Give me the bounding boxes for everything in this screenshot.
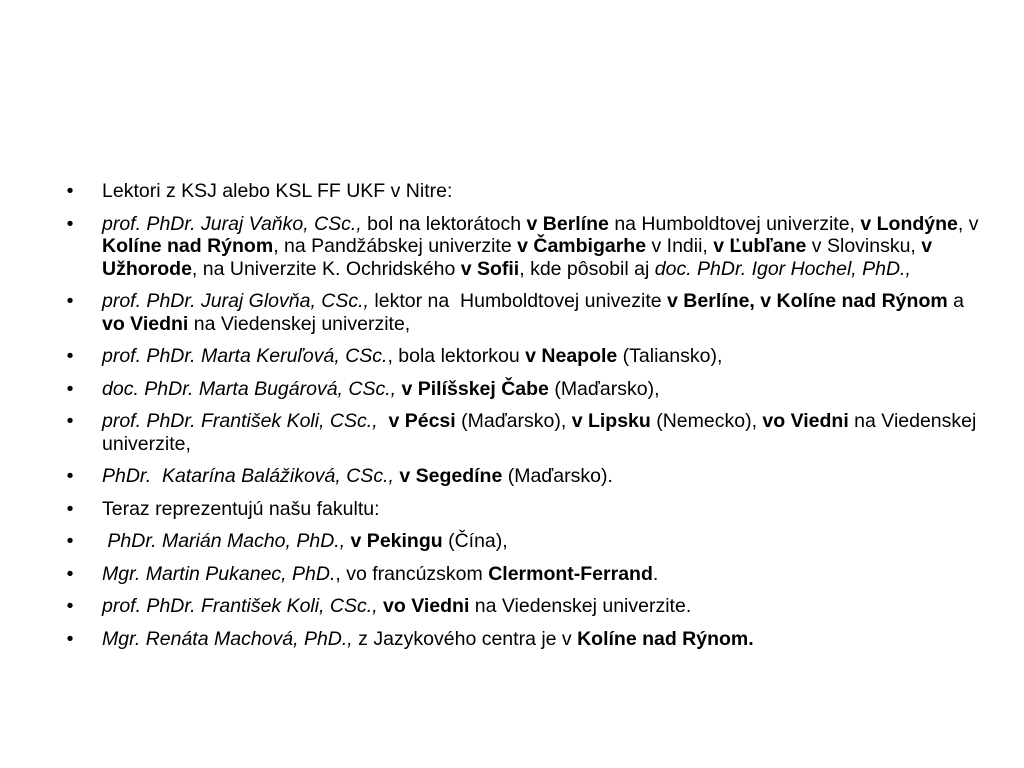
bold-text: v Berlíne, v Kolíne nad Rýnom (667, 290, 948, 312)
bullet-item (60, 563, 980, 586)
bullet-text (102, 345, 722, 367)
italic-text: doc. PhDr. Marta Bugárová, CSc., (102, 377, 397, 400)
plain-text: na Viedenskej univerzite, (102, 410, 988, 455)
plain-text: , na Univerzite K. Ochridského (191, 257, 461, 280)
bullet-text (102, 290, 969, 335)
bold-text: v Ľubľane (713, 235, 807, 257)
bullet-list (60, 180, 988, 660)
bold-text: vo Viedni (762, 410, 849, 432)
bullet-icon: • (66, 497, 74, 520)
bold-text: v Sofii (460, 257, 520, 280)
italic-text: prof. PhDr. František Koli, CSc., (102, 595, 378, 617)
plain-text: , bola lektorkou (387, 345, 526, 367)
bold-text: Clermont-Ferrand (488, 562, 653, 585)
plain-text: Lektori z KSJ alebo KSL FF UKF v Nitre: (102, 180, 453, 202)
bullet-item (60, 290, 980, 335)
plain-text: a (947, 290, 970, 312)
bullet-text (102, 498, 380, 520)
bullet-icon: • (66, 530, 74, 552)
bold-text: v Čambigarhe (517, 235, 647, 257)
bold-text: Kolíne nad Rýnom. (577, 627, 754, 650)
bullet-item (60, 498, 980, 521)
plain-text: lektor na Humboldtovej univezite (368, 290, 668, 312)
bullet-item (60, 212, 984, 281)
bullet-text (102, 410, 987, 455)
plain-text: v Slovinsku, (806, 235, 922, 257)
bullet-item (60, 530, 980, 553)
bold-text: v Segedíne (399, 465, 503, 487)
bullet-text (102, 563, 658, 585)
plain-text: , kde pôsobil aj (519, 257, 655, 280)
plain-text: (Taliansko), (617, 345, 723, 367)
plain-text: v Indii, (646, 235, 714, 257)
bullet-text (102, 465, 613, 487)
bullet-icon: • (66, 290, 74, 312)
bullet-text (102, 595, 691, 617)
italic-text: PhDr. Marián Macho, PhD., (102, 530, 346, 552)
bold-text: v Neapole (525, 345, 618, 367)
plain-text: bol na lektorátoch (361, 212, 527, 235)
plain-text: z Jazykového centra je v (352, 627, 578, 650)
italic-text: Mgr. Renáta Machová, PhD., (102, 627, 353, 650)
plain-text: (Čína), (442, 530, 508, 552)
bullet-icon: • (66, 562, 74, 585)
plain-text: , v (957, 212, 984, 235)
bullet-item (60, 465, 980, 488)
plain-text: na Humboldtovej univerzite, (608, 212, 861, 235)
bold-text: v Pécsi (388, 410, 456, 432)
bullet-icon: • (66, 212, 74, 235)
bullet-text (102, 628, 754, 650)
plain-text: na Viedenskej univerzite, (188, 312, 411, 335)
italic-text: prof. PhDr. Juraj Vaňko, CSc., (102, 212, 362, 235)
bullet-icon: • (66, 180, 74, 202)
bullet-item (60, 180, 980, 203)
bold-text: v Pilíšskej Čabe (401, 377, 549, 400)
italic-text: doc. PhDr. Igor Hochel, PhD., (654, 257, 911, 280)
bullet-text (102, 378, 660, 400)
italic-text: PhDr. Katarína Balážiková, CSc., (102, 465, 394, 487)
bold-text: v Berlíne (526, 212, 609, 235)
plain-text: na Viedenskej univerzite. (469, 595, 692, 617)
plain-text: (Nemecko), (650, 410, 763, 432)
bold-text: Kolíne nad Rýnom (102, 235, 274, 257)
bold-text: vo Viedni (102, 312, 189, 335)
italic-text: prof. PhDr. Marta Keruľová, CSc. (102, 345, 388, 367)
plain-text: , vo francúzskom (335, 562, 489, 585)
bullet-text (102, 530, 508, 552)
plain-text: Teraz reprezentujú našu fakultu: (102, 497, 380, 520)
bullet-icon: • (66, 465, 74, 487)
bullet-icon: • (66, 627, 74, 650)
bullet-item (60, 345, 980, 368)
italic-text: Mgr. Martin Pukanec, PhD. (102, 562, 336, 585)
plain-text (378, 410, 389, 432)
italic-text: prof. PhDr. František Koli, CSc., (102, 410, 378, 432)
plain-text: . (652, 562, 659, 585)
bold-text: v Užhorode (102, 235, 938, 280)
bullet-icon: • (66, 377, 74, 400)
bullet-text (102, 180, 452, 202)
italic-text: prof. PhDr. Juraj Glovňa, CSc., (102, 290, 369, 312)
plain-text: , na Pandžábskej univerzite (273, 235, 518, 257)
bullet-item (60, 628, 980, 651)
bullet-icon: • (66, 345, 74, 367)
plain-text: (Maďarsko), (548, 377, 660, 400)
plain-text: (Maďarsko), (455, 410, 572, 432)
bold-text: v Pekingu (350, 530, 443, 552)
bold-text: vo Viedni (383, 595, 470, 617)
bold-text: v Londýne (860, 212, 958, 235)
bullet-item (60, 595, 980, 618)
bullet-icon: • (66, 595, 74, 617)
plain-text: (Maďarsko). (502, 465, 613, 487)
bullet-icon: • (66, 410, 74, 432)
bullet-text (102, 213, 984, 280)
bullet-item (60, 378, 980, 401)
bullet-item (60, 410, 988, 455)
bold-text: v Lipsku (571, 410, 651, 432)
